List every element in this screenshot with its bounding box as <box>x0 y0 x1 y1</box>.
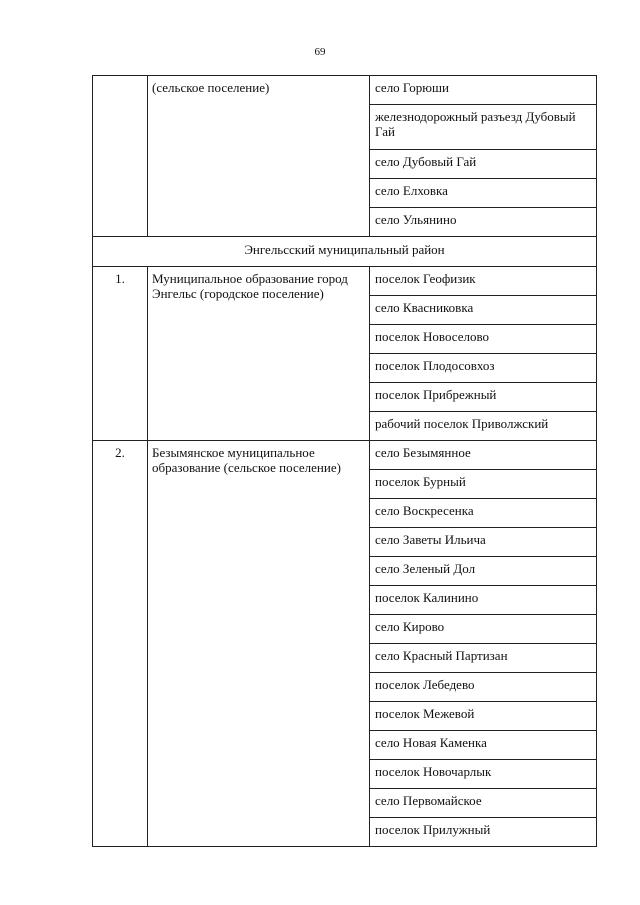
settlement-cell: село Зеленый Дол <box>370 557 597 586</box>
settlement-cell: поселок Межевой <box>370 702 597 731</box>
table-row <box>93 267 597 296</box>
settlement-cell: поселок Прилужный <box>370 818 597 847</box>
settlement-cell: рабочий поселок Приволжский <box>370 412 597 441</box>
settlement-cell: поселок Новоселово <box>370 325 597 354</box>
settlements-table <box>92 75 597 847</box>
settlement-cell: поселок Бурный <box>370 470 597 499</box>
settlement-cell: село Дубовый Гай <box>370 150 597 179</box>
settlement-cell: село Безымянное <box>370 441 597 470</box>
entity-name: (сельское поселение) <box>148 76 370 237</box>
page-number: 69 <box>314 46 326 58</box>
settlement-cell: село Квасниковка <box>370 296 597 325</box>
settlement-cell: село Кирово <box>370 615 597 644</box>
settlement-cell: железнодорожный разъезд Дубовый Гай <box>370 105 597 150</box>
entity-name: Безымянское муниципальное образование (сельское поселение) <box>148 441 370 847</box>
settlement-cell: село Заветы Ильича <box>370 528 597 557</box>
table-row <box>93 76 597 105</box>
settlement-cell: село Красный Партизан <box>370 644 597 673</box>
settlement-cell: село Новая Каменка <box>370 731 597 760</box>
entity-number: 1. <box>93 267 148 441</box>
settlement-cell: село Ульянино <box>370 208 597 237</box>
settlement-cell: село Воскресенка <box>370 499 597 528</box>
settlement-cell: село Елховка <box>370 179 597 208</box>
district-title: Энгельсский муниципальный район <box>93 237 597 267</box>
table-row <box>93 441 597 470</box>
settlement-cell: поселок Плодосовхоз <box>370 354 597 383</box>
settlement-cell: поселок Геофизик <box>370 267 597 296</box>
entity-number <box>93 76 148 237</box>
settlement-cell: поселок Прибрежный <box>370 383 597 412</box>
entity-name: Муниципальное образование город Энгельс (городское поселение) <box>148 267 370 441</box>
district-row <box>93 237 597 267</box>
settlement-cell: поселок Калинино <box>370 586 597 615</box>
settlement-cell: село Первомайское <box>370 789 597 818</box>
settlement-cell: поселок Новочарлык <box>370 760 597 789</box>
settlement-cell: село Горюши <box>370 76 597 105</box>
entity-number: 2. <box>93 441 148 847</box>
settlement-cell: поселок Лебедево <box>370 673 597 702</box>
